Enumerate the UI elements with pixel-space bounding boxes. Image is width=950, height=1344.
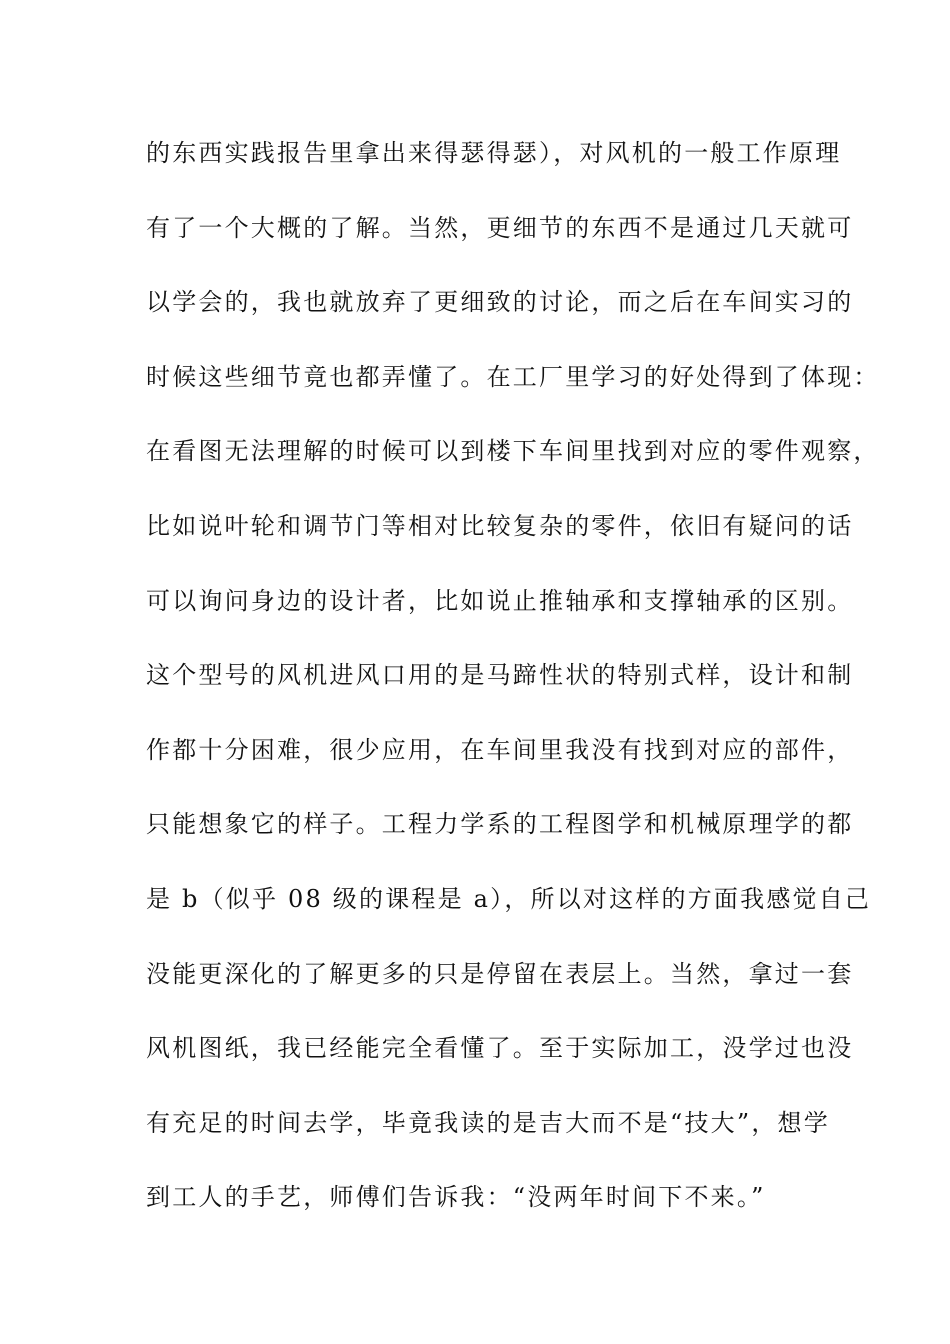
text-line: 比如说叶轮和调节门等相对比较复杂的零件，依旧有疑问的话: [146, 511, 854, 540]
text-line: 在看图无法理解的时候可以到楼下车间里找到对应的零件观察，: [146, 437, 880, 466]
text-line: 时候这些细节竟也都弄懂了。在工厂里学习的好处得到了体现：: [146, 362, 880, 391]
text-line: 的东西实践报告里拿出来得瑟得瑟），对风机的一般工作原理: [146, 139, 842, 167]
text-line: 有了一个大概的了解。当然，更细节的东西不是通过几天就可: [146, 213, 854, 242]
text-line: 以学会的，我也就放弃了更细致的讨论，而之后在车间实习的: [146, 288, 854, 317]
text-line: 这个型号的风机进风口用的是马蹄性状的特别式样，设计和制: [146, 661, 854, 690]
text-line: 到工人的手艺，师傅们告诉我：“没两年时间下不来。”: [146, 1183, 766, 1212]
text-line: 没能更深化的了解更多的只是停留在表层上。当然，拿过一套: [146, 959, 854, 988]
text-line: 作都十分困难，很少应用，在车间里我没有找到对应的部件，: [146, 735, 854, 764]
text-line: 是 b（似乎 08 级的课程是 a），所以对这样的方面我感觉自己: [146, 884, 872, 913]
body-text: [146, 131, 880, 1250]
text-line: 有充足的时间去学，毕竟我读的是吉大而不是“技大”，想学: [146, 1108, 830, 1137]
text-line: 风机图纸，我已经能完全看懂了。至于实际加工，没学过也没: [146, 1034, 854, 1063]
text-line: 可以询问身边的设计者，比如说止推轴承和支撑轴承的区别。: [146, 586, 854, 615]
text-line: 只能想象它的样子。工程力学系的工程图学和机械原理学的都: [146, 810, 854, 839]
